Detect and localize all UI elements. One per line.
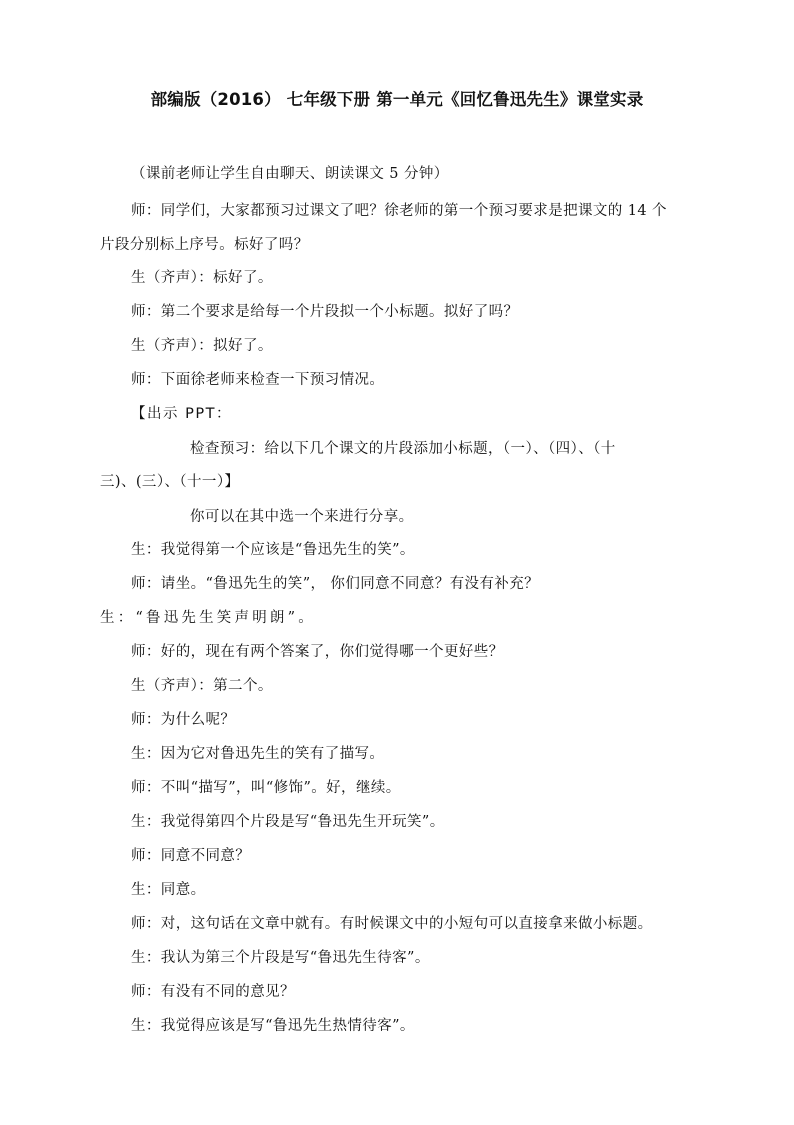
paragraph-line: 片段分别标上序号。标好了吗？ <box>100 237 309 253</box>
paragraph-line: 师：有没有不同的意见？ <box>131 984 295 1000</box>
paragraph-line: 师：第二个要求是给每一个片段拟一个小标题。拟好了吗？ <box>131 304 519 320</box>
paragraph-line: 生：我觉得应该是写“鲁迅先生热情待客”。 <box>131 1018 415 1034</box>
paragraph-line: 师：不叫“描写”，叫“修饰”。好，继续。 <box>131 780 401 796</box>
paragraph-line: 生：“鲁迅先生笑声明朗”。 <box>100 610 316 626</box>
document-title: 部编版（2016） 七年级下册 第一单元《回忆鲁迅先生》课堂实录 <box>150 90 644 109</box>
paragraph-line: （课前老师让学生自由聊天、朗读课文 5 分钟） <box>131 166 449 182</box>
paragraph-line: 生：因为它对鲁迅先生的笑有了描写。 <box>131 746 385 762</box>
paragraph-line: 师：请坐。“鲁迅先生的笑”， 你们同意不同意？有没有补充？ <box>131 576 540 592</box>
paragraph-line: 师：同学们，大家都预习过课文了吧？徐老师的第一个预习要求是把课文的 14 个 <box>131 203 667 219</box>
paragraph-line: 生：我认为第三个片段是写“鲁迅先生待客”。 <box>131 950 430 966</box>
paragraph-line: 生（齐声）：拟好了。 <box>131 338 273 354</box>
paragraph-line: 生（齐声）：标好了。 <box>131 270 273 286</box>
paragraph-line: 师：同意不同意？ <box>131 848 251 864</box>
paragraph-line: 生：我觉得第四个片段是写“鲁迅先生开玩笑”。 <box>131 814 445 830</box>
paragraph-line: 生：我觉得第一个应该是“鲁迅先生的笑”。 <box>131 542 415 558</box>
paragraph-line: 师：下面徐老师来检查一下预习情况。 <box>131 372 385 388</box>
paragraph-line: 师：对，这句话在文章中就有。有时候课文中的小短句可以直接拿来做小标题。 <box>131 916 653 932</box>
paragraph-line: 师：为什么呢？ <box>131 712 236 728</box>
paragraph-line: 生：同意。 <box>131 882 206 898</box>
ppt-marker-line: 【出示 PPT： <box>131 406 232 422</box>
paragraph-line: 生（齐声）：第二个。 <box>131 678 273 694</box>
paragraph-line: 你可以在其中选一个来进行分享。 <box>190 509 414 525</box>
paragraph-line: 检查预习：给以下几个课文的片段添加小标题，（一）、（四）、（十 <box>190 441 616 457</box>
paragraph-line: 三)、(三）、（十一）】 <box>100 474 240 490</box>
paragraph-line: 师：好的，现在有两个答案了，你们觉得哪一个更好些？ <box>131 644 504 660</box>
